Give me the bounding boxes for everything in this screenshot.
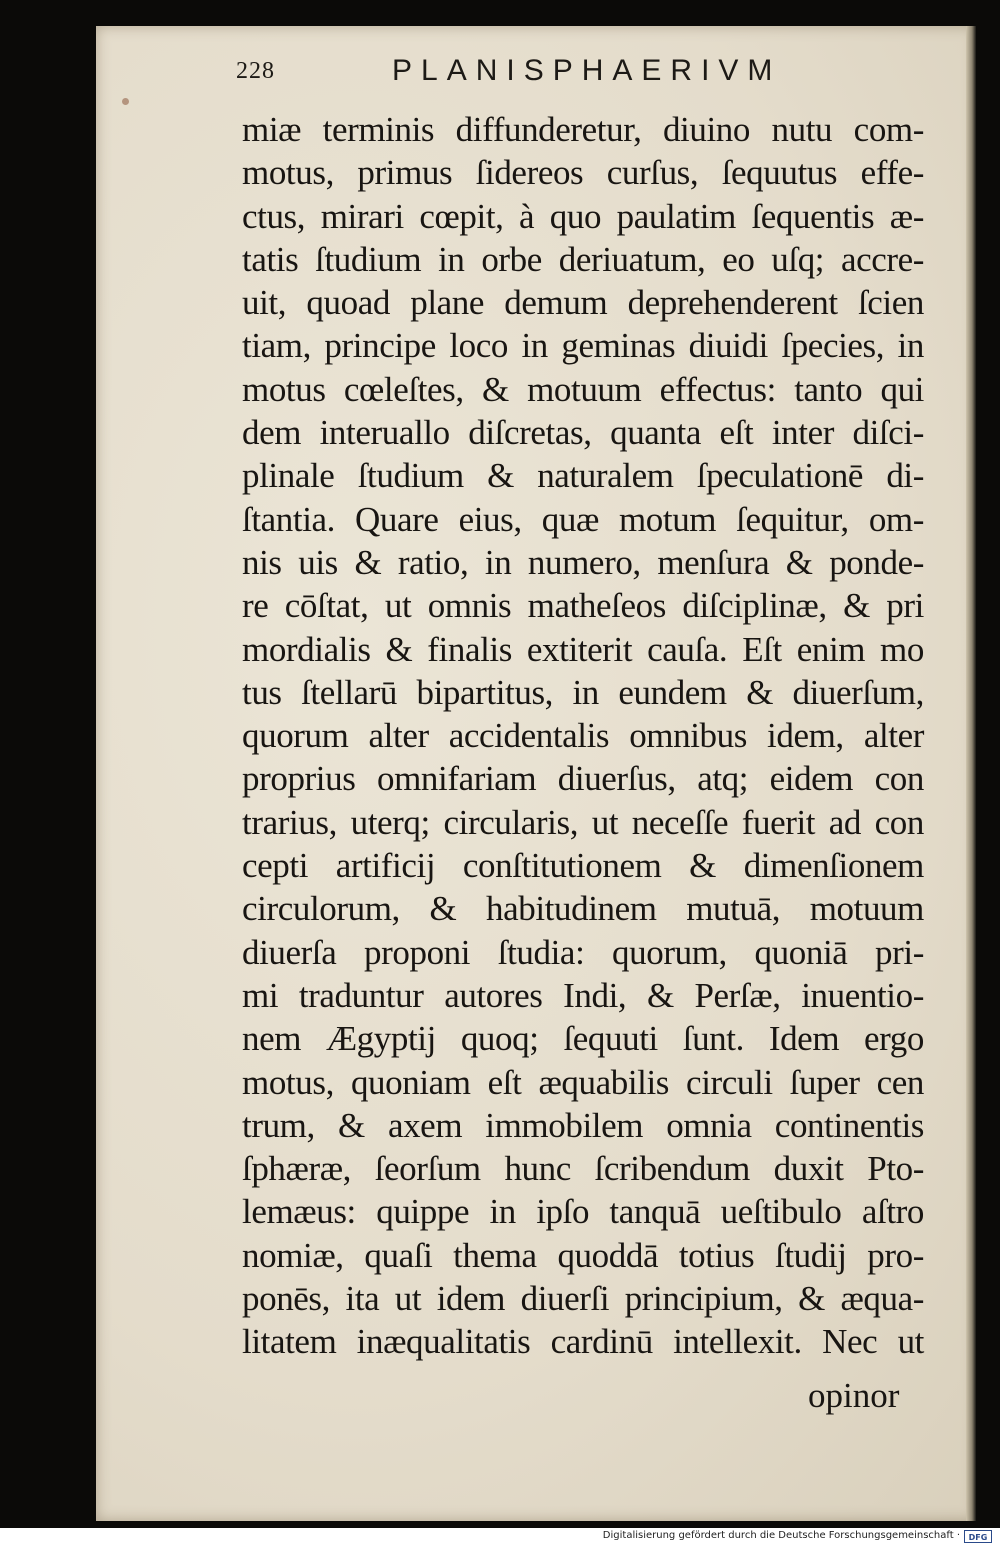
text-line: ctus, mirari cœpit, à quo paulatim ſequentis æ- [242,196,924,236]
text-line: nem Ægyptij quoq; ſequuti ſunt. Idem ergo [242,1019,924,1059]
text-line: lemæus: quippe in ipſo tanquā ueſtibulo aſtro [242,1192,924,1232]
ink-stain [122,98,129,105]
text-line: mi traduntur autores Indi, & Perſæ, inuentio- [242,975,924,1015]
text-line: circulorum, & habitudinem mutuā, motuum [242,889,924,929]
page-edge-shadow [966,26,976,1521]
text-line: ponēs, ita ut idem diuerſi principium, & æqua- [242,1279,924,1319]
running-head [96,54,976,98]
text-line: trarius, uterq; circularis, ut neceſſe fuerit ad con [242,802,924,842]
text-line: litatem inæqualitatis cardinū intellexit. Nec ut [242,1322,924,1362]
text-line: proprius omnifariam diuerſus, atq; eidem con [242,759,924,799]
body-text [242,108,924,1364]
text-line: motus cœleſtes, & motuum effectus: tanto qui [242,369,924,409]
text-line: plinale ſtudium & naturalem ſpeculationē di- [242,456,924,496]
text-line: nis uis & ratio, in numero, menſura & ponde- [242,542,924,582]
text-line: miæ terminis diffunderetur, diuino nutu com- [242,110,924,149]
text-line: re cōſtat, ut omnis matheſeos diſciplinæ, & pri [242,586,924,626]
text-line: motus, quoniam eſt æquabilis circuli ſuper cen [242,1062,924,1102]
text-line: diuerſa proponi ſtudia: quorum, quoniā pri- [242,932,924,972]
dfg-logo: DFG [964,1530,992,1543]
text-line: ſtantia. Quare eius, quæ motum ſequitur, om- [242,499,924,539]
footer-bar [0,1528,1000,1547]
page-number: 228 [236,58,275,84]
running-head-title: PLANISPHAERIVM [392,54,782,87]
text-line: trum, & axem immobilem omnia continentis [242,1105,924,1145]
text-line: nomiæ, quaſi thema quoddā totius ſtudij pro- [242,1235,924,1275]
text-line: uit, quoad plane demum deprehenderent ſcien [242,283,924,323]
text-line: tiam, principe loco in geminas diuidi ſpecies, in [242,326,924,366]
text-line: tatis ſtudium in orbe deriuatum, eo uſq; accre- [242,239,924,279]
text-line: dem interuallo diſcretas, quanta eſt inter diſci- [242,413,924,453]
catchword: opinor [808,1376,900,1415]
funding-credit: Digitalisierung gefördert durch die Deutsche Forschungsgemeinschaft · [602,1530,960,1541]
text-line: motus, primus ſidereos curſus, ſequutus effe- [242,153,924,193]
text-line: quorum alter accidentalis omnibus idem, alter [242,716,924,756]
text-line: tus ſtellarū bipartitus, in eundem & diuerſum, [242,672,924,712]
text-line: cepti artificij conſtitutionem & dimenſionem [242,846,924,886]
text-line: ſphæræ, ſeorſum hunc ſcribendum duxit Pto- [242,1149,924,1189]
text-line: mordialis & finalis extiterit cauſa. Eſt enim mo [242,629,924,669]
